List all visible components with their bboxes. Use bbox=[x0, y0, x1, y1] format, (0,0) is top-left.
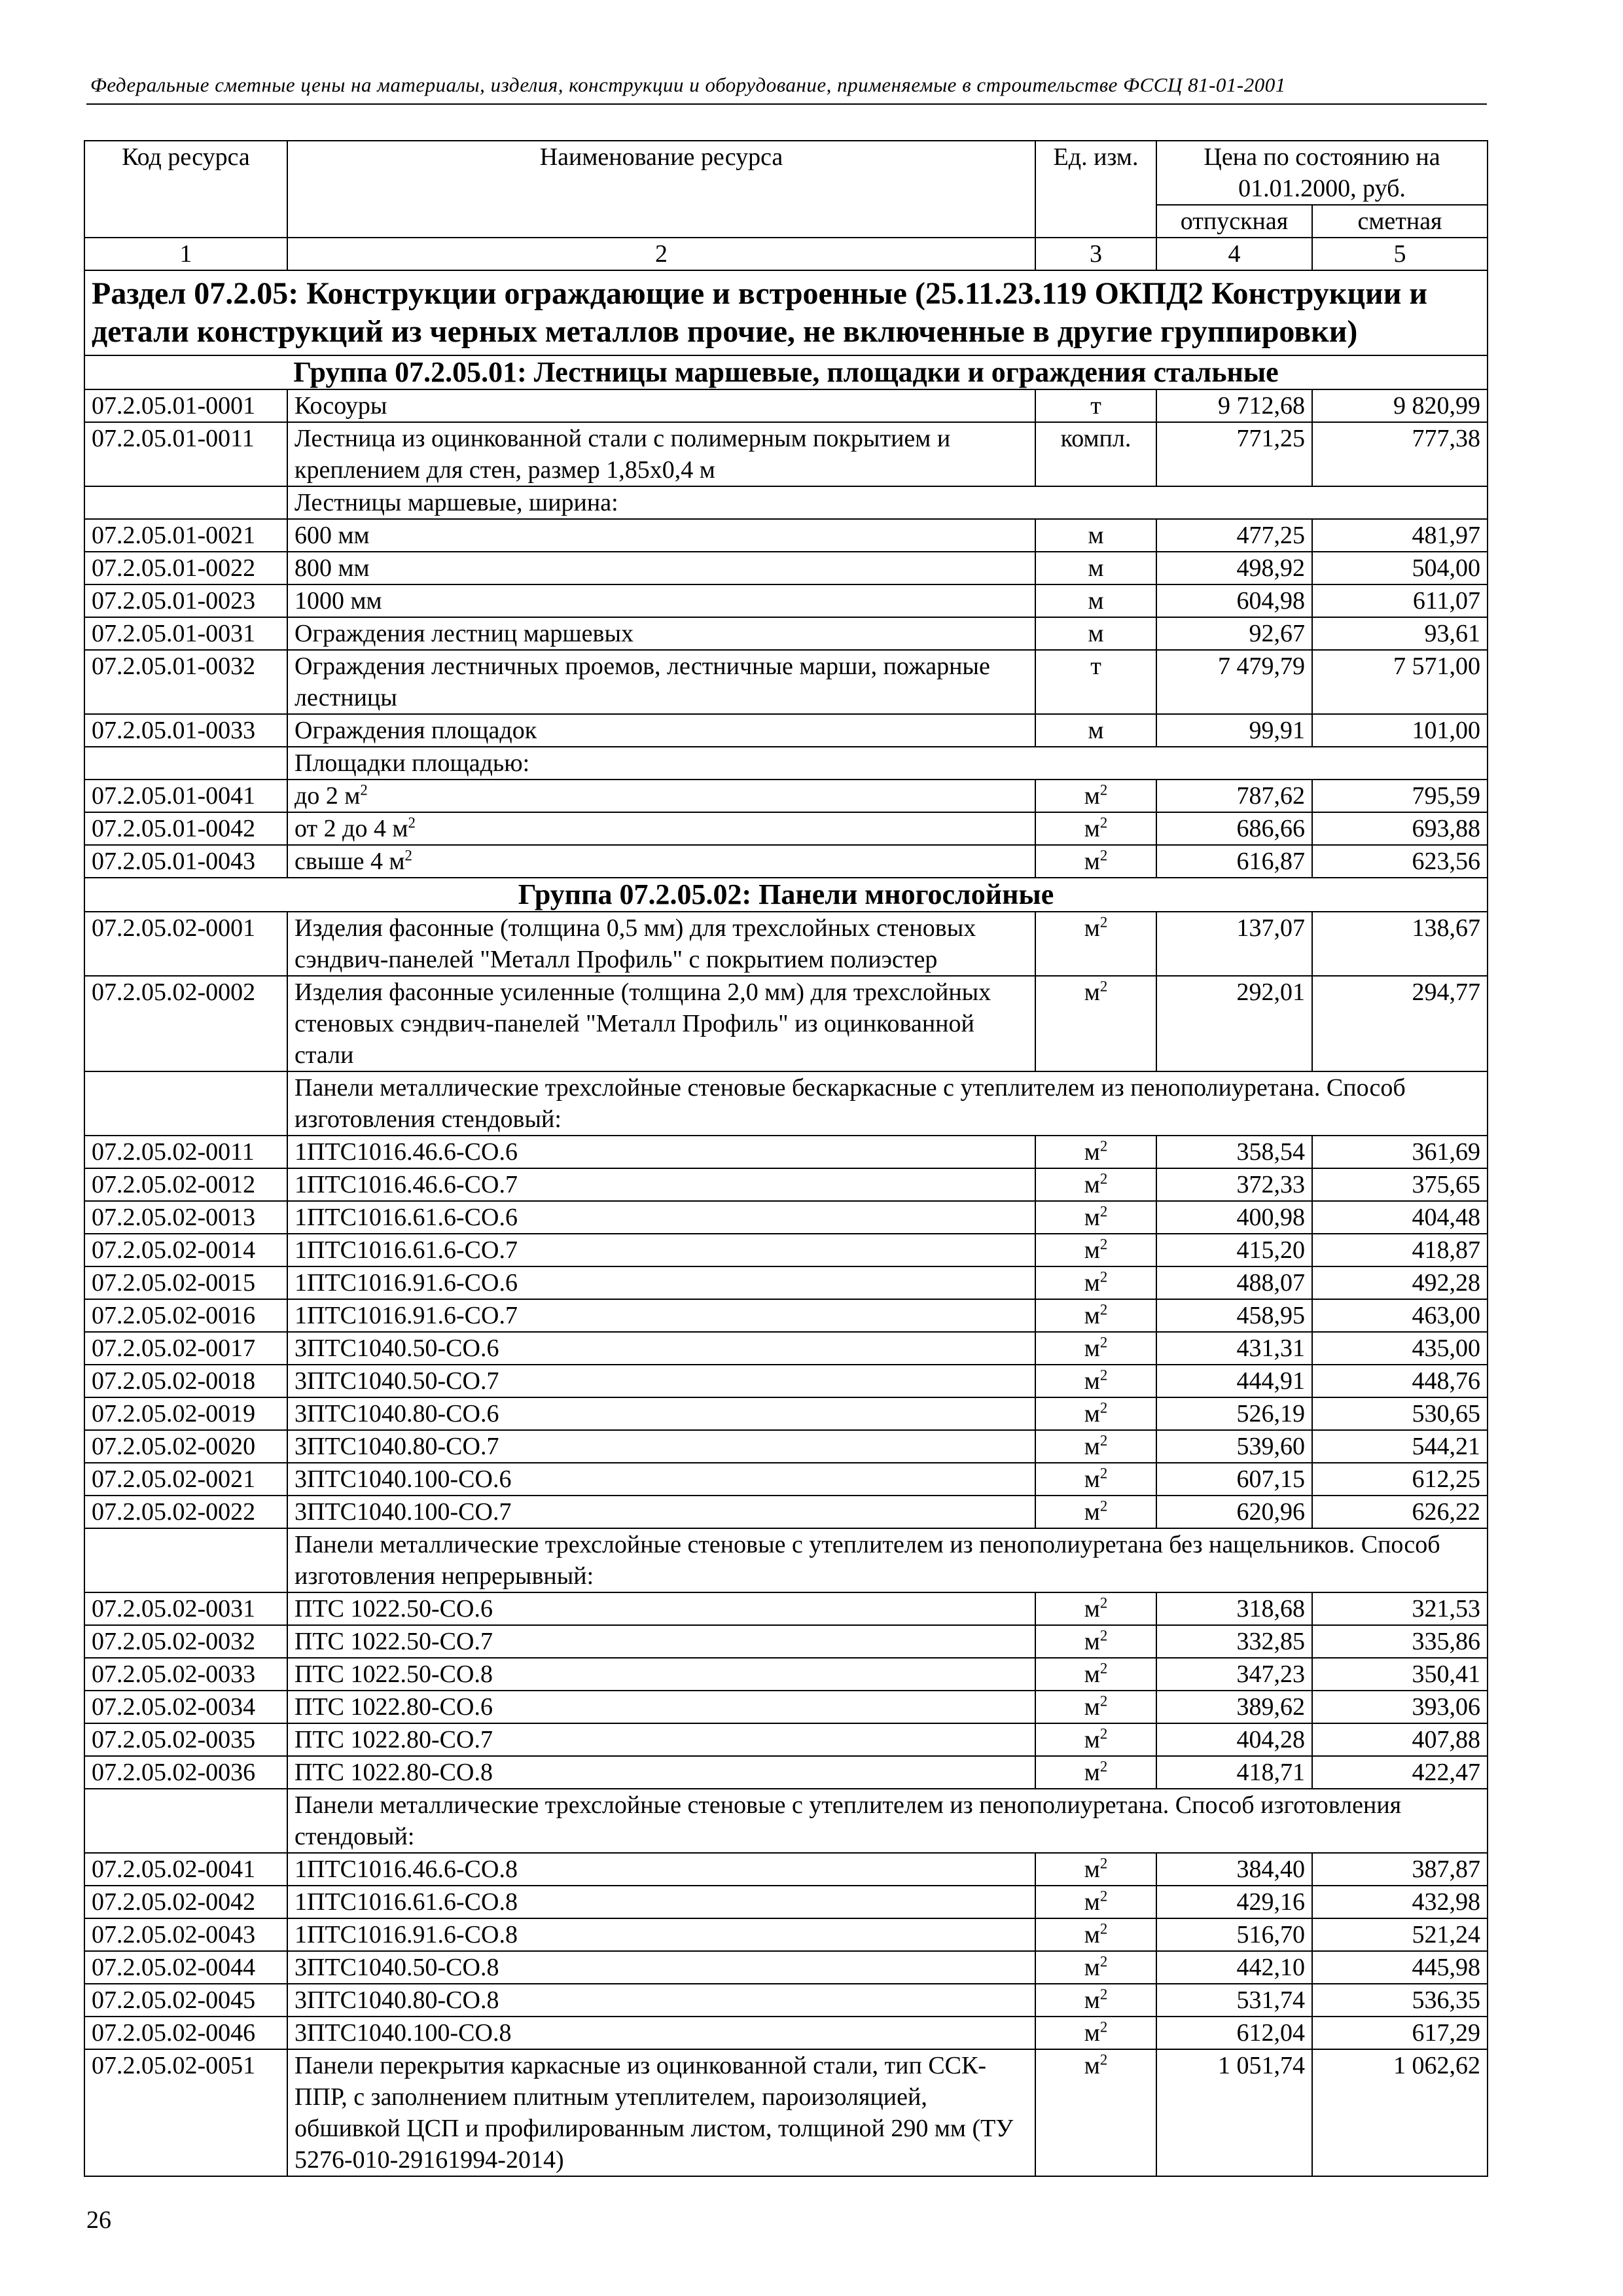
estimate-price: 521,24 bbox=[1312, 1918, 1488, 1951]
resource-unit: $м^2$ bbox=[1035, 2017, 1156, 2049]
release-price: 1 051,74 bbox=[1156, 2049, 1312, 2176]
resource-code: 07.2.05.02-0041 bbox=[84, 1853, 287, 1886]
empty-code-cell bbox=[84, 1789, 287, 1853]
resource-name: ПТС 1022.50-СО.6 bbox=[287, 1592, 1035, 1625]
subheading-row bbox=[84, 1071, 1488, 1136]
empty-code-cell bbox=[84, 1071, 287, 1136]
resource-code: 07.2.05.01-0022 bbox=[84, 552, 287, 584]
resource-name: 3ПТС1040.80-СО.6 bbox=[287, 1397, 1035, 1430]
release-price: 404,28 bbox=[1156, 1723, 1312, 1756]
column-header-row bbox=[84, 141, 1488, 205]
resource-name: ПТС 1022.80-СО.7 bbox=[287, 1723, 1035, 1756]
resource-unit: $м^2$ bbox=[1035, 1658, 1156, 1691]
subheading-text: Площадки площадью: bbox=[287, 747, 1488, 780]
col-unit-header: Ед. изм. bbox=[1035, 141, 1156, 238]
resource-row bbox=[84, 1853, 1488, 1886]
resource-name: Ограждения площадок bbox=[287, 714, 1035, 747]
estimate-price: 407,88 bbox=[1312, 1723, 1488, 1756]
col-number: 5 bbox=[1312, 238, 1488, 270]
estimate-price: 448,76 bbox=[1312, 1365, 1488, 1397]
resource-unit: $м^2$ bbox=[1035, 1691, 1156, 1723]
estimate-price: 393,06 bbox=[1312, 1691, 1488, 1723]
resource-unit: м bbox=[1035, 584, 1156, 617]
resource-unit: м bbox=[1035, 552, 1156, 584]
estimate-price: 1 062,62 bbox=[1312, 2049, 1488, 2176]
resource-row bbox=[84, 812, 1488, 845]
release-price: 612,04 bbox=[1156, 2017, 1312, 2049]
resource-unit: $м^2$ bbox=[1035, 1299, 1156, 1332]
resource-unit: т bbox=[1035, 389, 1156, 422]
estimate-price: 432,98 bbox=[1312, 1886, 1488, 1918]
resource-code: 07.2.05.02-0019 bbox=[84, 1397, 287, 1430]
resource-name: 1ПТС1016.91.6-СО.6 bbox=[287, 1266, 1035, 1299]
resource-name: 1ПТС1016.46.6-СО.8 bbox=[287, 1853, 1035, 1886]
release-price: 787,62 bbox=[1156, 780, 1312, 812]
col-code-header: Код ресурса bbox=[84, 141, 287, 238]
group-row bbox=[84, 878, 1488, 912]
resource-unit: $м^2$ bbox=[1035, 1234, 1156, 1266]
resource-row bbox=[84, 912, 1488, 976]
resource-row bbox=[84, 1886, 1488, 1918]
estimate-price: 777,38 bbox=[1312, 422, 1488, 486]
resource-code: 07.2.05.02-0014 bbox=[84, 1234, 287, 1266]
resource-code: 07.2.05.02-0013 bbox=[84, 1201, 287, 1234]
resource-row bbox=[84, 976, 1488, 1071]
resource-name: 1ПТС1016.61.6-СО.6 bbox=[287, 1201, 1035, 1234]
subheading-text: Лестницы маршевые, ширина: bbox=[287, 486, 1488, 519]
resource-code: 07.2.05.01-0011 bbox=[84, 422, 287, 486]
header-rule bbox=[86, 103, 1487, 105]
resource-code: 07.2.05.01-0033 bbox=[84, 714, 287, 747]
resource-unit: $м^2$ bbox=[1035, 1592, 1156, 1625]
resource-unit: м bbox=[1035, 714, 1156, 747]
resource-unit: $м^2$ bbox=[1035, 1463, 1156, 1496]
resource-row bbox=[84, 617, 1488, 650]
resource-row bbox=[84, 2049, 1488, 2176]
resource-name: 600 мм bbox=[287, 519, 1035, 552]
col-number: 1 bbox=[84, 238, 287, 270]
estimate-price: 294,77 bbox=[1312, 976, 1488, 1071]
resource-row bbox=[84, 845, 1488, 878]
resource-name: 1ПТС1016.46.6-СО.7 bbox=[287, 1168, 1035, 1201]
column-number-row bbox=[84, 238, 1488, 270]
resource-code: 07.2.05.02-0042 bbox=[84, 1886, 287, 1918]
estimate-price: 418,87 bbox=[1312, 1234, 1488, 1266]
resource-row bbox=[84, 1756, 1488, 1789]
release-price: 384,40 bbox=[1156, 1853, 1312, 1886]
estimate-price: 101,00 bbox=[1312, 714, 1488, 747]
release-price: 604,98 bbox=[1156, 584, 1312, 617]
resource-row bbox=[84, 650, 1488, 714]
resource-code: 07.2.05.02-0015 bbox=[84, 1266, 287, 1299]
release-price: 415,20 bbox=[1156, 1234, 1312, 1266]
release-price: 429,16 bbox=[1156, 1886, 1312, 1918]
resource-name: 3ПТС1040.100-СО.6 bbox=[287, 1463, 1035, 1496]
resource-row bbox=[84, 519, 1488, 552]
subheading-text: Панели металлические трехслойные стеновые с утеплителем из пенополиуретана. Способ изготовления стендовый: bbox=[287, 1789, 1488, 1853]
estimate-price: 463,00 bbox=[1312, 1299, 1488, 1332]
release-price: 771,25 bbox=[1156, 422, 1312, 486]
resource-code: 07.2.05.01-0023 bbox=[84, 584, 287, 617]
resource-unit: $м^2$ bbox=[1035, 1365, 1156, 1397]
resource-unit: $м^2$ bbox=[1035, 845, 1156, 878]
resource-code: 07.2.05.01-0043 bbox=[84, 845, 287, 878]
resource-row bbox=[84, 1201, 1488, 1234]
resource-row bbox=[84, 780, 1488, 812]
resource-unit: компл. bbox=[1035, 422, 1156, 486]
release-price: 418,71 bbox=[1156, 1756, 1312, 1789]
release-price: 431,31 bbox=[1156, 1332, 1312, 1365]
resource-name: Ограждения лестниц маршевых bbox=[287, 617, 1035, 650]
resource-name: свыше 4 $м^2$ bbox=[287, 845, 1035, 878]
release-price: 526,19 bbox=[1156, 1397, 1312, 1430]
resource-name: Ограждения лестничных проемов, лестничные марши, пожарные лестницы bbox=[287, 650, 1035, 714]
resource-row bbox=[84, 422, 1488, 486]
resource-code: 07.2.05.02-0017 bbox=[84, 1332, 287, 1365]
release-price: 498,92 bbox=[1156, 552, 1312, 584]
resource-row bbox=[84, 1496, 1488, 1528]
group-title: Группа 07.2.05.02: Панели многослойные bbox=[84, 878, 1488, 912]
resource-name: Косоуры bbox=[287, 389, 1035, 422]
resource-code: 07.2.05.02-0022 bbox=[84, 1496, 287, 1528]
col-number: 2 bbox=[287, 238, 1035, 270]
resource-name: 3ПТС1040.50-СО.8 bbox=[287, 1951, 1035, 1984]
subheading-text: Панели металлические трехслойные стеновые с утеплителем из пенополиуретана без нащельников. Способ изготовления непрерывный: bbox=[287, 1528, 1488, 1592]
resource-name: от 2 до 4 $м^2$ bbox=[287, 812, 1035, 845]
release-price: 137,07 bbox=[1156, 912, 1312, 976]
estimate-price: 9 820,99 bbox=[1312, 389, 1488, 422]
resource-name: Панели перекрытия каркасные из оцинкованной стали, тип ССК-ППР, с заполнением плитным утеплителем, пароизоляцией, обшивкой ЦСП и профилированным листом, толщиной 290 мм (ТУ 5276-010-29161994-2014) bbox=[287, 2049, 1035, 2176]
release-price: 531,74 bbox=[1156, 1984, 1312, 2017]
release-price: 358,54 bbox=[1156, 1136, 1312, 1168]
resource-name: 3ПТС1040.50-СО.6 bbox=[287, 1332, 1035, 1365]
subheading-row bbox=[84, 747, 1488, 780]
resource-unit: $м^2$ bbox=[1035, 1397, 1156, 1430]
resource-row bbox=[84, 1723, 1488, 1756]
resource-unit: $м^2$ bbox=[1035, 780, 1156, 812]
release-price: 400,98 bbox=[1156, 1201, 1312, 1234]
resource-code: 07.2.05.01-0031 bbox=[84, 617, 287, 650]
resource-unit: $м^2$ bbox=[1035, 1756, 1156, 1789]
estimate-price: 693,88 bbox=[1312, 812, 1488, 845]
estimate-price: 626,22 bbox=[1312, 1496, 1488, 1528]
resource-row bbox=[84, 1984, 1488, 2017]
col-number: 4 bbox=[1156, 238, 1312, 270]
group-title: Группа 07.2.05.01: Лестницы маршевые, площадки и ограждения стальные bbox=[84, 355, 1488, 389]
group-row bbox=[84, 355, 1488, 389]
resource-unit: $м^2$ bbox=[1035, 1168, 1156, 1201]
resource-row bbox=[84, 1658, 1488, 1691]
empty-code-cell bbox=[84, 486, 287, 519]
resource-unit: м bbox=[1035, 617, 1156, 650]
resource-code: 07.2.05.02-0036 bbox=[84, 1756, 287, 1789]
resource-unit: $м^2$ bbox=[1035, 1332, 1156, 1365]
col-price-header: Цена по состоянию на 01.01.2000, руб. bbox=[1156, 141, 1488, 205]
subheading-row bbox=[84, 1528, 1488, 1592]
resource-code: 07.2.05.02-0011 bbox=[84, 1136, 287, 1168]
estimate-price: 623,56 bbox=[1312, 845, 1488, 878]
release-price: 539,60 bbox=[1156, 1430, 1312, 1463]
estimate-price: 481,97 bbox=[1312, 519, 1488, 552]
resource-unit: $м^2$ bbox=[1035, 1918, 1156, 1951]
resource-unit: $м^2$ bbox=[1035, 1625, 1156, 1658]
resource-unit: $м^2$ bbox=[1035, 1853, 1156, 1886]
release-price: 9 712,68 bbox=[1156, 389, 1312, 422]
resource-code: 07.2.05.02-0046 bbox=[84, 2017, 287, 2049]
estimate-price: 445,98 bbox=[1312, 1951, 1488, 1984]
resource-name: 3ПТС1040.50-СО.7 bbox=[287, 1365, 1035, 1397]
resource-name: Изделия фасонные усиленные (толщина 2,0 мм) для трехслойных стеновых сэндвич-панелей "Металл Профиль" из оцинкованной стали bbox=[287, 976, 1035, 1071]
resource-name: 3ПТС1040.100-СО.7 bbox=[287, 1496, 1035, 1528]
estimate-price: 350,41 bbox=[1312, 1658, 1488, 1691]
resource-unit: $м^2$ bbox=[1035, 1496, 1156, 1528]
empty-code-cell bbox=[84, 1528, 287, 1592]
section-title: Раздел 07.2.05: Конструкции ограждающие и встроенные (25.11.23.119 ОКПД2 Конструкции и детали конструкций из черных металлов прочие, не включенные в другие группировки) bbox=[84, 270, 1488, 355]
resource-unit: $м^2$ bbox=[1035, 976, 1156, 1071]
estimate-price: 404,48 bbox=[1312, 1201, 1488, 1234]
estimate-price: 492,28 bbox=[1312, 1266, 1488, 1299]
release-price: 292,01 bbox=[1156, 976, 1312, 1071]
resource-code: 07.2.05.01-0042 bbox=[84, 812, 287, 845]
release-price: 477,25 bbox=[1156, 519, 1312, 552]
page-number: 26 bbox=[86, 2206, 111, 2234]
resource-code: 07.2.05.02-0012 bbox=[84, 1168, 287, 1201]
resource-code: 07.2.05.02-0018 bbox=[84, 1365, 287, 1397]
col-estimate-header: сметная bbox=[1312, 205, 1488, 238]
release-price: 616,87 bbox=[1156, 845, 1312, 878]
resource-name: 1ПТС1016.46.6-СО.6 bbox=[287, 1136, 1035, 1168]
estimate-price: 387,87 bbox=[1312, 1853, 1488, 1886]
resource-name: 1ПТС1016.61.6-СО.7 bbox=[287, 1234, 1035, 1266]
estimate-price: 321,53 bbox=[1312, 1592, 1488, 1625]
resource-unit: т bbox=[1035, 650, 1156, 714]
price-table bbox=[84, 140, 1488, 2177]
resource-code: 07.2.05.01-0032 bbox=[84, 650, 287, 714]
resource-name: 1ПТС1016.91.6-СО.8 bbox=[287, 1918, 1035, 1951]
resource-code: 07.2.05.02-0035 bbox=[84, 1723, 287, 1756]
estimate-price: 435,00 bbox=[1312, 1332, 1488, 1365]
resource-code: 07.2.05.02-0032 bbox=[84, 1625, 287, 1658]
resource-name: 1ПТС1016.91.6-СО.7 bbox=[287, 1299, 1035, 1332]
resource-name: ПТС 1022.80-СО.8 bbox=[287, 1756, 1035, 1789]
resource-unit: $м^2$ bbox=[1035, 1886, 1156, 1918]
estimate-price: 335,86 bbox=[1312, 1625, 1488, 1658]
release-price: 389,62 bbox=[1156, 1691, 1312, 1723]
resource-name: Лестница из оцинкованной стали с полимерным покрытием и креплением для стен, размер 1,85х0,4 м bbox=[287, 422, 1035, 486]
resource-unit: $м^2$ bbox=[1035, 912, 1156, 976]
resource-code: 07.2.05.01-0001 bbox=[84, 389, 287, 422]
estimate-price: 138,67 bbox=[1312, 912, 1488, 976]
release-price: 620,96 bbox=[1156, 1496, 1312, 1528]
resource-name: 800 мм bbox=[287, 552, 1035, 584]
resource-name: 1ПТС1016.61.6-СО.8 bbox=[287, 1886, 1035, 1918]
resource-code: 07.2.05.02-0016 bbox=[84, 1299, 287, 1332]
release-price: 99,91 bbox=[1156, 714, 1312, 747]
resource-code: 07.2.05.02-0002 bbox=[84, 976, 287, 1071]
release-price: 372,33 bbox=[1156, 1168, 1312, 1201]
estimate-price: 93,61 bbox=[1312, 617, 1488, 650]
estimate-price: 617,29 bbox=[1312, 2017, 1488, 2049]
resource-row bbox=[84, 1592, 1488, 1625]
resource-row bbox=[84, 1397, 1488, 1430]
resource-code: 07.2.05.02-0045 bbox=[84, 1984, 287, 2017]
release-price: 7 479,79 bbox=[1156, 650, 1312, 714]
section-row bbox=[84, 270, 1488, 355]
resource-code: 07.2.05.01-0041 bbox=[84, 780, 287, 812]
resource-row bbox=[84, 584, 1488, 617]
release-price: 488,07 bbox=[1156, 1266, 1312, 1299]
release-price: 332,85 bbox=[1156, 1625, 1312, 1658]
resource-name: 3ПТС1040.80-СО.8 bbox=[287, 1984, 1035, 2017]
release-price: 444,91 bbox=[1156, 1365, 1312, 1397]
empty-code-cell bbox=[84, 747, 287, 780]
estimate-price: 375,65 bbox=[1312, 1168, 1488, 1201]
resource-unit: $м^2$ bbox=[1035, 1984, 1156, 2017]
release-price: 458,95 bbox=[1156, 1299, 1312, 1332]
subheading-row bbox=[84, 486, 1488, 519]
resource-row bbox=[84, 1299, 1488, 1332]
subheading-row bbox=[84, 1789, 1488, 1853]
resource-row bbox=[84, 1463, 1488, 1496]
resource-unit: $м^2$ bbox=[1035, 2049, 1156, 2176]
release-price: 686,66 bbox=[1156, 812, 1312, 845]
resource-row bbox=[84, 1951, 1488, 1984]
resource-name: ПТС 1022.50-СО.8 bbox=[287, 1658, 1035, 1691]
subheading-text: Панели металлические трехслойные стеновые бескаркасные с утеплителем из пенополиуретана. Способ изготовления стендовый: bbox=[287, 1071, 1488, 1136]
release-price: 516,70 bbox=[1156, 1918, 1312, 1951]
resource-unit: $м^2$ bbox=[1035, 1266, 1156, 1299]
estimate-price: 795,59 bbox=[1312, 780, 1488, 812]
resource-row bbox=[84, 552, 1488, 584]
col-release-header: отпускная bbox=[1156, 205, 1312, 238]
resource-row bbox=[84, 1918, 1488, 1951]
resource-name: ПТС 1022.50-СО.7 bbox=[287, 1625, 1035, 1658]
resource-name: 3ПТС1040.80-СО.7 bbox=[287, 1430, 1035, 1463]
estimate-price: 422,47 bbox=[1312, 1756, 1488, 1789]
estimate-price: 536,35 bbox=[1312, 1984, 1488, 2017]
resource-code: 07.2.05.02-0001 bbox=[84, 912, 287, 976]
resource-name: ПТС 1022.80-СО.6 bbox=[287, 1691, 1035, 1723]
release-price: 347,23 bbox=[1156, 1658, 1312, 1691]
resource-unit: $м^2$ bbox=[1035, 812, 1156, 845]
resource-row bbox=[84, 1168, 1488, 1201]
resource-row bbox=[84, 1234, 1488, 1266]
resource-unit: $м^2$ bbox=[1035, 1430, 1156, 1463]
resource-code: 07.2.05.02-0021 bbox=[84, 1463, 287, 1496]
estimate-price: 612,25 bbox=[1312, 1463, 1488, 1496]
release-price: 318,68 bbox=[1156, 1592, 1312, 1625]
resource-name: 1000 мм bbox=[287, 584, 1035, 617]
estimate-price: 544,21 bbox=[1312, 1430, 1488, 1463]
resource-row bbox=[84, 1625, 1488, 1658]
release-price: 92,67 bbox=[1156, 617, 1312, 650]
resource-name: до 2 $м^2$ bbox=[287, 780, 1035, 812]
resource-code: 07.2.05.02-0020 bbox=[84, 1430, 287, 1463]
resource-row bbox=[84, 1691, 1488, 1723]
resource-row bbox=[84, 2017, 1488, 2049]
resource-name: Изделия фасонные (толщина 0,5 мм) для трехслойных стеновых сэндвич-панелей "Металл Профиль" с покрытием полиэстер bbox=[287, 912, 1035, 976]
resource-row bbox=[84, 1332, 1488, 1365]
release-price: 442,10 bbox=[1156, 1951, 1312, 1984]
resource-row bbox=[84, 714, 1488, 747]
resource-row bbox=[84, 1266, 1488, 1299]
resource-row bbox=[84, 1430, 1488, 1463]
resource-code: 07.2.05.02-0051 bbox=[84, 2049, 287, 2176]
resource-unit: $м^2$ bbox=[1035, 1136, 1156, 1168]
resource-unit: $м^2$ bbox=[1035, 1723, 1156, 1756]
resource-code: 07.2.05.02-0031 bbox=[84, 1592, 287, 1625]
estimate-price: 530,65 bbox=[1312, 1397, 1488, 1430]
resource-code: 07.2.05.02-0033 bbox=[84, 1658, 287, 1691]
running-header: Федеральные сметные цены на материалы, изделия, конструкции и оборудование, применяемые в строительстве ФССЦ 81-01-2001 bbox=[90, 73, 1286, 96]
release-price: 607,15 bbox=[1156, 1463, 1312, 1496]
estimate-price: 504,00 bbox=[1312, 552, 1488, 584]
resource-row bbox=[84, 1365, 1488, 1397]
resource-row bbox=[84, 1136, 1488, 1168]
resource-code: 07.2.05.02-0034 bbox=[84, 1691, 287, 1723]
resource-code: 07.2.05.02-0044 bbox=[84, 1951, 287, 1984]
estimate-price: 611,07 bbox=[1312, 584, 1488, 617]
estimate-price: 361,69 bbox=[1312, 1136, 1488, 1168]
resource-row bbox=[84, 389, 1488, 422]
resource-code: 07.2.05.02-0043 bbox=[84, 1918, 287, 1951]
estimate-price: 7 571,00 bbox=[1312, 650, 1488, 714]
resource-unit: м bbox=[1035, 519, 1156, 552]
resource-unit: $м^2$ bbox=[1035, 1951, 1156, 1984]
resource-unit: $м^2$ bbox=[1035, 1201, 1156, 1234]
col-number: 3 bbox=[1035, 238, 1156, 270]
col-name-header: Наименование ресурса bbox=[287, 141, 1035, 238]
resource-name: 3ПТС1040.100-СО.8 bbox=[287, 2017, 1035, 2049]
resource-code: 07.2.05.01-0021 bbox=[84, 519, 287, 552]
